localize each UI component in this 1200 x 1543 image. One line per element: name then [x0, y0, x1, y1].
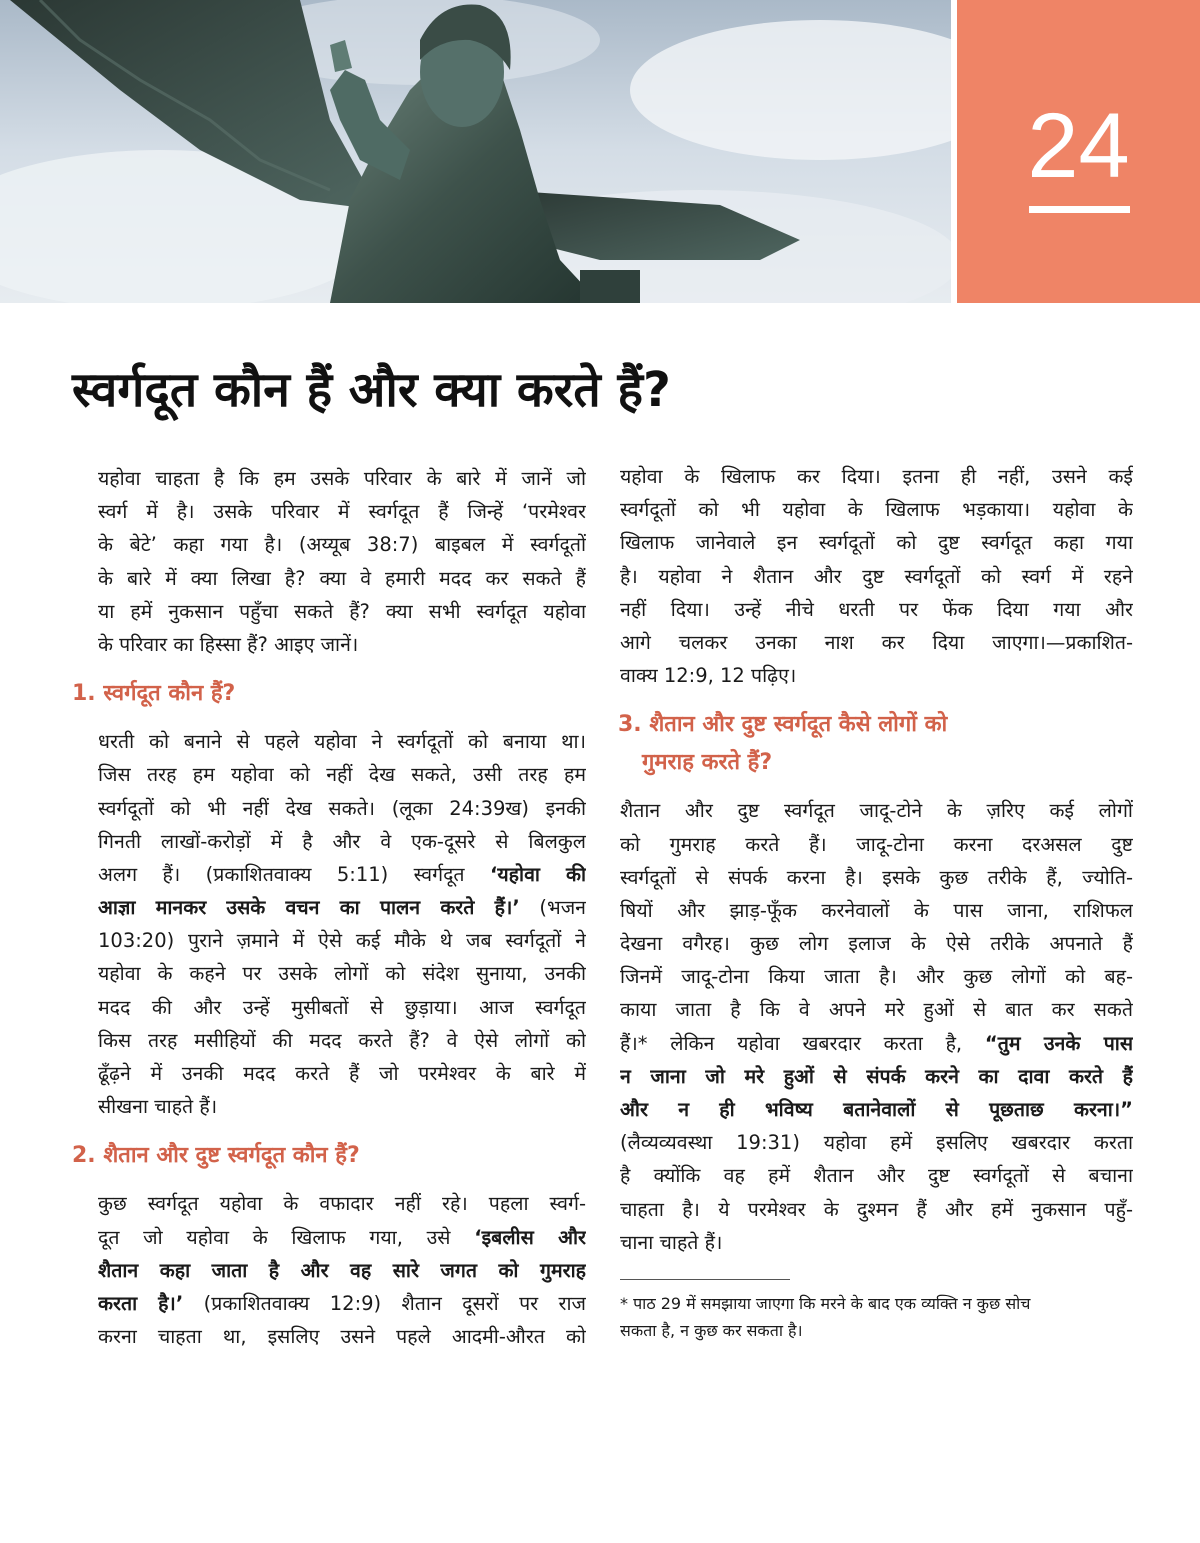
- text-line: के बारे में क्या लिखा है? क्या वे हमारी मदद कर सकते हैं: [98, 566, 586, 590]
- bold-quote: “तुम उनके पास: [984, 1031, 1133, 1055]
- bold-quote: करता है।’: [98, 1291, 184, 1315]
- text-line: [620, 1060, 1133, 1093]
- footnote-line: सकता है, न कुछ कर सकता है।: [620, 1320, 803, 1340]
- text-line: गिनती लाखों-करोड़ों में है और वे एक-दूसरे से बिलकुल: [98, 829, 586, 853]
- text-run: हैं।* लेकिन यहोवा खबरदार करता है,: [620, 1031, 963, 1055]
- text-line: है। यहोवा ने शैतान और दुष्ट स्वर्गदूतों को स्वर्ग में रहने: [620, 564, 1133, 588]
- text-line: या हमें नुकसान पहुँचा सकते हैं? क्या सभी स्वर्गदूत यहोवा: [98, 599, 586, 623]
- text-line: है क्योंकि वह हमें शैतान और दुष्ट स्वर्गदूतों से बचाना: [620, 1164, 1133, 1188]
- text-line: किस तरह मसीहियों की मदद करते हैं? वे ऐसे लोगों को: [98, 1028, 586, 1052]
- text-line: धरती को बनाने से पहले यहोवा ने स्वर्गदूतों को बनाया था।: [98, 730, 586, 754]
- text-line: ढूँढ़ने में उनकी मदद करते हैं जो परमेश्वर के बारे में: [98, 1062, 586, 1085]
- section-2-heading: 2. शैतान और दुष्ट स्वर्गदूत कौन हैं?: [72, 1143, 360, 1169]
- text-line: यहोवा चाहता है कि हम उसके परिवार के बारे में जानें जो: [98, 467, 586, 490]
- text-line: देखना वगैरह। कुछ लोग इलाज के ऐसे तरीके अपनाते हैं: [620, 932, 1133, 956]
- bold-quote: और न ही भविष्य बतानेवालों से पूछताछ करना।”: [620, 1098, 1133, 1121]
- text-line: खिलाफ जानेवाले इन स्वर्गदूतों को दुष्ट स्वर्गदूत कहा गया: [620, 531, 1133, 555]
- scripture-reference: वाक्य 12:9, 12 पढ़िए।: [620, 664, 797, 688]
- text-line: कुछ स्वर्गदूत यहोवा के वफादार नहीं रहे। पहला स्वर्ग-: [98, 1192, 586, 1216]
- section-1-paragraph: [98, 725, 586, 1123]
- section-3-heading: 3. शैतान और दुष्ट स्वर्गदूत कैसे लोगों को: [618, 712, 948, 738]
- section-2-paragraph: [98, 1187, 586, 1353]
- text-run: (प्रकाशितवाक्य 12:9) शैतान दूसरों पर राज: [203, 1291, 586, 1315]
- text-run: दूत जो यहोवा के खिलाफ गया, उसे: [98, 1225, 451, 1249]
- text-line: षियों और झाड़-फूँक करनेवालों के पास जाना, राशिफल: [620, 898, 1133, 922]
- text-line: जिस तरह हम यहोवा को नहीं देख सकते, उसी तरह हम: [98, 763, 586, 787]
- text-line: के बेटे’ कहा गया है। (अय्यूब 38:7) बाइबल में स्वर्गदूतों: [98, 533, 586, 557]
- text-line: [98, 1287, 586, 1320]
- text-line: स्वर्गदूतों से संपर्क करना है। इसके कुछ तरीके हैं, ज्योति-: [620, 865, 1133, 889]
- text-line: [98, 1254, 586, 1287]
- bold-quote: ‘यहोवा की: [489, 862, 586, 886]
- bold-quote: शैतान कहा जाता है और वह सारे जगत को गुमराह: [98, 1258, 586, 1282]
- bold-quote: आज्ञा मानकर उसके वचन का पालन करते हैं।’: [98, 896, 520, 920]
- text-run: (भजन: [539, 896, 586, 920]
- text-line: स्वर्ग में है। उसके परिवार में स्वर्गदूत हैं जिन्हें ‘परमेश्वर: [98, 500, 586, 524]
- footnote: [620, 1290, 1133, 1344]
- text-line: [98, 858, 586, 891]
- bold-quote: ‘इबलीस और: [474, 1225, 586, 1249]
- text-line: नहीं दिया। उन्हें नीचे धरती पर फेंक दिया गया और: [620, 597, 1133, 621]
- angel-statue-photo: [0, 0, 951, 303]
- text-line: करना चाहता था, इसलिए उसने पहले आदमी-औरत को: [98, 1325, 586, 1349]
- intro-paragraph: [98, 462, 586, 661]
- text-line: को गुमराह करते हैं। जादू-टोना करना दरअसल दुष्ट: [620, 832, 1133, 856]
- text-line: चाना चाहते हैं।: [620, 1230, 723, 1254]
- text-line: [98, 891, 586, 924]
- text-line: यहोवा के खिलाफ कर दिया। इतना ही नहीं, उसने कई: [620, 465, 1133, 488]
- text-line: स्वर्गदूतों को भी यहोवा के खिलाफ भड़काया। यहोवा के: [620, 498, 1133, 522]
- text-line: शैतान और दुष्ट स्वर्गदूत जादू-टोने के ज़रिए कई लोगों: [620, 799, 1133, 823]
- text-line: के परिवार का हिस्सा हैं? आइए जानें।: [98, 632, 359, 656]
- text-line: मदद की और उन्हें मुसीबतों से छुड़ाया। आज स्वर्गदूत: [98, 995, 586, 1019]
- text-line: जिनमें जादू-टोना किया जाता है। और कुछ लोगों को बह-: [620, 965, 1133, 989]
- right-column: [620, 460, 1133, 1344]
- lesson-number-underline: [1029, 206, 1130, 213]
- text-line: [98, 1221, 586, 1254]
- bold-quote: न जाना जो मरे हुओं से संपर्क करने का दावा करते हैं: [620, 1064, 1133, 1088]
- section-3-paragraph: [620, 794, 1133, 1259]
- footnote-divider: [620, 1279, 790, 1280]
- lesson-badge: [957, 0, 1200, 303]
- text-run: अलग हैं। (प्रकाशितवाक्य 5:11) स्वर्गदूत: [98, 862, 465, 886]
- lesson-number: 24: [1027, 95, 1130, 197]
- section-1-heading: 1. स्वर्गदूत कौन हैं?: [72, 681, 236, 707]
- text-line: [620, 1093, 1133, 1126]
- left-column: [72, 462, 586, 1353]
- text-line: सीखना चाहते हैं।: [98, 1095, 218, 1119]
- text-line: (लैव्यव्यवस्था 19:31) यहोवा हमें इसलिए खबरदार करता: [620, 1131, 1133, 1155]
- angel-statue-illustration: [0, 0, 951, 303]
- footnote-line: * पाठ 29 में समझाया जाएगा कि मरने के बाद एक व्यक्ति न कुछ सोच: [620, 1293, 1031, 1313]
- text-line: 103:20) पुराने ज़माने में ऐसे कई मौके थे जब स्वर्गदूतों ने: [98, 929, 586, 953]
- text-line: स्वर्गदूतों को भी नहीं देख सकते। (लूका 24:39ख) इनकी: [98, 796, 586, 820]
- section-3-heading-continued: गुमराह करते हैं?: [642, 750, 773, 776]
- text-line: यहोवा के कहने पर उसके लोगों को संदेश सुनाया, उनकी: [98, 962, 586, 986]
- text-line: आगे चलकर उनका नाश कर दिया जाएगा।—प्रकाशित-: [620, 630, 1133, 654]
- text-line: [620, 1027, 1133, 1060]
- text-line: चाहता है। ये परमेश्वर के दुश्मन हैं और हमें नुकसान पहुँ-: [620, 1197, 1133, 1221]
- section-2-continued: [620, 460, 1133, 692]
- page-title: स्वर्गदूत कौन हैं और क्या करते हैं?: [72, 362, 671, 418]
- text-line: काया जाता है कि वे अपने मरे हुओं से बात कर सकते: [620, 998, 1133, 1022]
